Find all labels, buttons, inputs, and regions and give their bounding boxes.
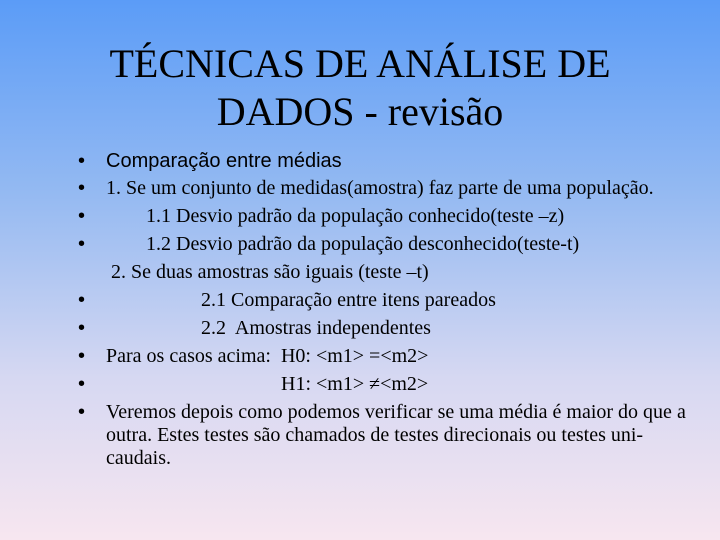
list-item-text: 1. Se um conjunto de medidas(amostra) faz parte de uma população. xyxy=(106,177,654,199)
bullet-icon: • xyxy=(78,317,86,339)
list-item-text: Comparação entre médias xyxy=(106,150,342,172)
bullet-icon: • xyxy=(78,345,86,367)
list-item xyxy=(76,401,696,470)
list-item xyxy=(76,317,696,340)
title-line-2: DADOS - revisão xyxy=(216,89,504,134)
list-item xyxy=(76,289,696,312)
list-item xyxy=(76,150,696,173)
list-item xyxy=(76,373,696,396)
list-item-text: 2.1 Comparação entre itens pareados xyxy=(106,289,496,311)
title-line-1: TÉCNICAS DE ANÁLISE DE xyxy=(109,41,611,86)
list-item xyxy=(76,205,696,228)
bullet-icon: • xyxy=(78,289,86,311)
list-item-text: Para os casos acima: H0: <m1> =<m2> xyxy=(106,345,429,367)
list-item-text: 1.2 Desvio padrão da população desconhecido(teste-t) xyxy=(106,233,580,255)
list-item xyxy=(76,233,696,256)
bullet-icon: • xyxy=(78,205,86,227)
list-item-text: H1: <m1> ≠<m2> xyxy=(106,373,429,395)
list-item xyxy=(76,261,696,284)
list-item-text: 1.1 Desvio padrão da população conhecido(teste –z) xyxy=(106,205,565,227)
bullet-list xyxy=(76,150,696,470)
bullet-icon: • xyxy=(78,373,86,395)
list-item xyxy=(76,177,696,200)
bullet-icon: • xyxy=(78,401,86,423)
slide-title xyxy=(40,40,680,136)
list-item-text: 2. Se duas amostras são iguais (teste –t) xyxy=(106,261,429,283)
bullet-icon: • xyxy=(78,233,86,255)
list-item xyxy=(76,345,696,368)
bullet-icon: • xyxy=(78,177,86,199)
list-item-text: 2.2 Amostras independentes xyxy=(106,317,431,339)
list-item-text: Veremos depois como podemos verificar se uma média é maior do que a outra. Estes testes são chamados de testes direcionais ou testes uni-caudais. xyxy=(106,401,691,469)
bullet-icon: • xyxy=(78,150,86,172)
